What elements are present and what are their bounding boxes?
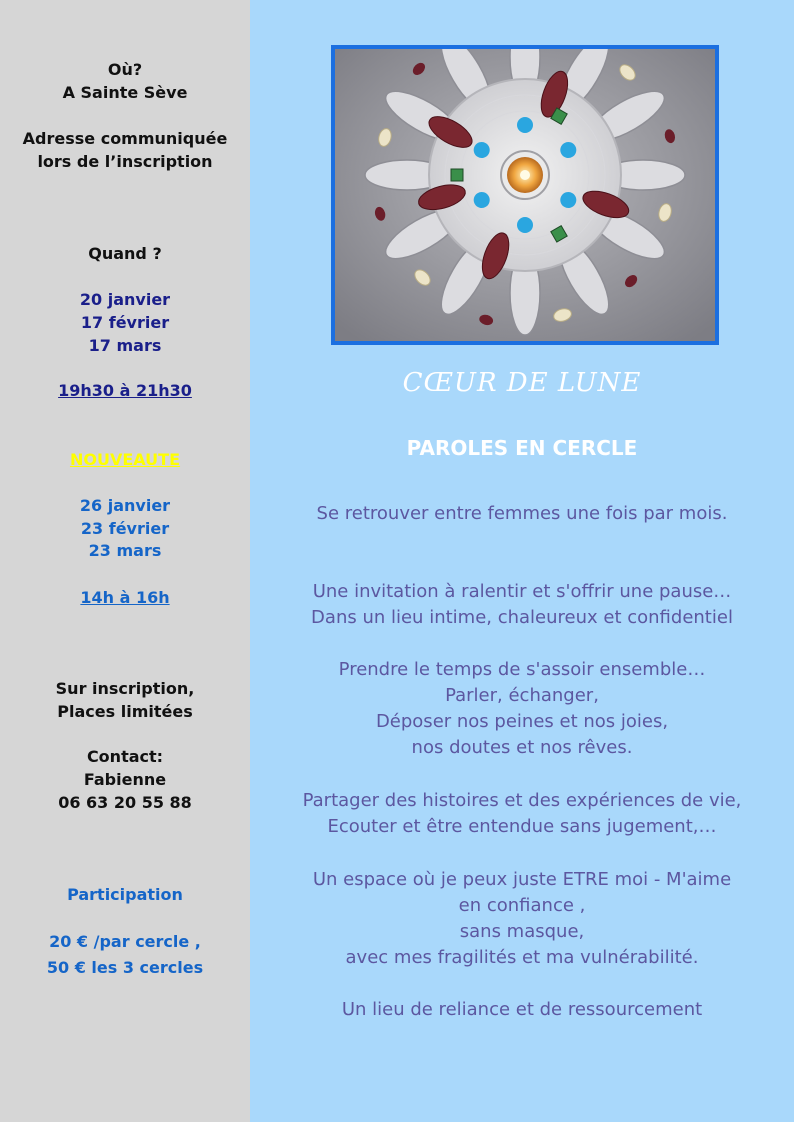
together-line-1: Prendre le temps de s'assoir ensemble…	[338, 659, 706, 680]
mandala-illustration	[335, 49, 715, 341]
afternoon-date-2: 23 février	[80, 519, 170, 538]
contact-name: Fabienne	[83, 770, 167, 789]
when-label: Quand ?	[88, 244, 162, 263]
evening-date-3: 17 mars	[88, 336, 162, 355]
together-line-3: Déposer nos peines et nos joies,	[375, 711, 669, 732]
address-line-1: Adresse communiquée	[22, 129, 228, 148]
space-line-4: avec mes fragilités et ma vulnérabilité.	[345, 947, 699, 968]
registration-line-2: Places limitées	[57, 702, 193, 721]
mandala-photo	[335, 49, 715, 341]
page-subtitle: PAROLES EN CERCLE	[406, 436, 638, 460]
space-line-2: en confiance ,	[458, 895, 586, 916]
registration-line-1: Sur inscription,	[55, 679, 195, 698]
new-label: NOUVEAUTE	[69, 450, 181, 469]
share-line-2: Ecouter et être entendue sans jugement,…	[327, 816, 717, 837]
space-line-1: Un espace où je peux juste ETRE moi - M'aime	[312, 869, 732, 890]
intro-text: Se retrouver entre femmes une fois par mois.	[316, 503, 728, 524]
address-line-2: lors de l’inscription	[37, 152, 213, 171]
page-title: CŒUR DE LUNE	[402, 368, 642, 398]
price-single: 20 € /par cercle ,	[49, 932, 201, 951]
where-value: A Sainte Sève	[62, 83, 188, 102]
space-line-3: sans masque,	[459, 921, 585, 942]
afternoon-date-3: 23 mars	[88, 541, 162, 560]
invitation-line-2: Dans un lieu intime, chaleureux et confidentiel	[311, 607, 733, 628]
evening-time: 19h30 à 21h30	[58, 381, 192, 400]
together-line-2: Parler, échanger,	[445, 685, 599, 706]
invitation-line-1: Une invitation à ralentir et s'offrir une pause…	[312, 581, 732, 602]
share-line-1: Partager des histoires et des expériences de vie,	[302, 790, 742, 811]
evening-date-2: 17 février	[80, 313, 170, 332]
contact-phone: 06 63 20 55 88	[58, 793, 192, 812]
contact-label: Contact:	[86, 747, 164, 766]
afternoon-date-1: 26 janvier	[79, 496, 171, 515]
evening-date-1: 20 janvier	[79, 290, 171, 309]
closing-text: Un lieu de reliance et de ressourcement	[341, 999, 703, 1020]
mandala-photo-frame	[331, 45, 719, 345]
price-three: 50 € les 3 cercles	[46, 958, 204, 977]
afternoon-time: 14h à 16h	[80, 588, 170, 607]
participation-label: Participation	[67, 885, 183, 904]
together-line-4: nos doutes et nos rêves.	[411, 737, 633, 758]
where-label: Où?	[107, 60, 143, 79]
